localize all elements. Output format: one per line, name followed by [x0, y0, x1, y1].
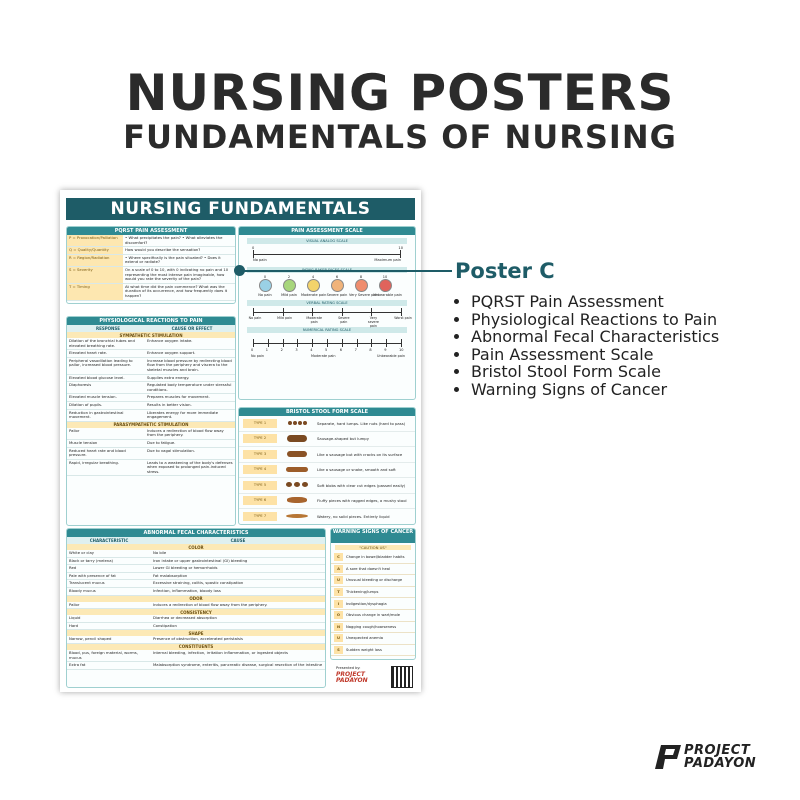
bristol-desc: Watery, no solid pieces. Entirely liquid — [317, 513, 390, 519]
fecal-cause: Internal bleeding, infection, irritation inflammation, or ingested objects — [153, 649, 289, 655]
pain-scale-title: PAIN ASSESSMENT SCALE — [239, 227, 415, 235]
physio-response: Elevated muscle tension. — [69, 394, 117, 400]
bristol-type: TYPE 2 — [243, 434, 277, 443]
topic-item: • Warning Signs of Cancer — [471, 381, 719, 399]
bristol-row — [239, 509, 415, 525]
page-title: NURSING POSTERS — [125, 64, 675, 122]
fecal-row — [67, 550, 325, 558]
face-label: No pain — [258, 293, 272, 297]
fecal-cause: Diarrhea or decreased absorption — [153, 615, 217, 621]
warning-letter: U — [334, 634, 343, 642]
face-number: 10 — [382, 275, 388, 279]
verbal-tick — [283, 308, 284, 316]
bristol-desc: Separate, hard lumps. Like nuts (hard to pass) — [317, 420, 406, 426]
fecal-col1: CHARACTERISTIC — [89, 538, 129, 543]
warning-text: Obvious change in wart/mole — [346, 613, 401, 618]
numeric-label: 4 — [310, 348, 313, 352]
nrs-mod: Moderate pain — [311, 354, 336, 358]
faces-scale — [239, 275, 415, 297]
fecal-characteristic: Pallor — [69, 601, 80, 607]
fecal-row — [67, 573, 325, 581]
fecal-row — [67, 588, 325, 596]
face-label: Mild pain — [281, 293, 297, 297]
verbal-label: Very severe pain — [367, 316, 379, 328]
numeric-label: 1 — [265, 348, 269, 352]
physio-response: Peripheral vasodilation leading to pallor, increased blood pressure. — [69, 357, 133, 368]
numeric-label: 9 — [384, 348, 387, 352]
physio-response: Reduction in gastrointestinal movement. — [69, 409, 124, 420]
physio-col-response: RESPONSE — [96, 326, 120, 331]
topic-item: • Physiological Reactions to Pain — [471, 311, 719, 329]
brand-line1: PROJECT — [684, 743, 751, 758]
physio-cause: Regulated body temperature under stressful conditions. — [147, 382, 232, 392]
fecal-cause: Infection, inflammation, bloody loss — [153, 587, 221, 593]
warning-letter: A — [334, 565, 343, 573]
warning-title: WARNING SIGNS OF CANCER — [331, 529, 415, 543]
physio-cause: Liberates energy for more immediate engagement. — [147, 409, 219, 420]
bristol-rows — [239, 416, 415, 525]
fecal-cause: Constipation — [153, 622, 177, 628]
physio-cause: Due to vagal stimulation. — [147, 447, 195, 453]
fecal-characteristic: White or clay — [69, 550, 95, 555]
brand-line2: PADAYON — [684, 756, 757, 771]
numeric-label: 7 — [354, 348, 357, 352]
vas-right: 10 — [398, 246, 403, 250]
topic-list — [451, 293, 719, 399]
warning-row — [331, 633, 415, 645]
visual-analog-line — [253, 246, 401, 264]
numeric-label: 10 — [399, 348, 404, 352]
fecal-row — [67, 636, 325, 644]
fecal-characteristic: Bloody mucus — [69, 587, 96, 593]
verbal-label: No pain — [248, 316, 262, 320]
numeric-tick — [268, 339, 269, 347]
fecal-cause: Fat malabsorption — [153, 572, 188, 578]
numeric-tick — [371, 339, 372, 347]
warning-row — [331, 598, 415, 610]
face-icon — [283, 279, 296, 292]
bristol-desc: Soft blobs with clear cut edges (passed easily) — [317, 482, 406, 488]
face-icon — [259, 279, 272, 292]
physio-response: Pallor — [69, 427, 80, 433]
bristol-type: TYPE 1 — [243, 419, 277, 428]
pqrst-value: On a scale of 0 to 10, with 0 indicating no pain and 10 representing the most intense pain imaginable, how would you rate the severity of the pain? — [125, 266, 229, 282]
stool-shape-icon — [277, 467, 317, 473]
numeric-tick — [283, 339, 284, 347]
warning-letter: N — [334, 623, 343, 631]
fecal-subhead: CONSTITUENTS — [67, 644, 325, 650]
verbal-tick — [312, 308, 313, 316]
fecal-cause: Iron intake or upper gastrointestinal (GI) bleeding — [153, 557, 248, 563]
numeric-tick — [386, 339, 387, 347]
stool-shape-icon — [277, 514, 317, 519]
bristol-row — [239, 447, 415, 463]
fecal-characteristic: Black or tarry (melena) — [69, 557, 114, 563]
warning-rows — [331, 552, 415, 656]
bristol-type: TYPE 5 — [243, 481, 277, 490]
warning-row — [331, 575, 415, 587]
physio-row — [67, 410, 235, 422]
stool-shape-icon — [277, 482, 317, 488]
fecal-characteristic: Liquid — [69, 615, 81, 621]
numeric-label: 8 — [369, 348, 372, 352]
bristol-desc: Fluffy pieces with ragged edges, a mushy stool — [317, 498, 407, 504]
physio-row — [67, 428, 235, 440]
face-number: 0 — [263, 275, 267, 279]
physio-row — [67, 402, 235, 410]
connector-line — [240, 270, 452, 272]
face-item — [373, 275, 402, 297]
physio-response: Elevated heart rate. — [69, 350, 108, 356]
physio-response: Diaphoresis — [69, 382, 92, 388]
pqrst-key: P = Provocation/Palliation — [67, 235, 123, 246]
physio-cause: Enhance oxygen support. — [147, 350, 196, 356]
nrs-no: No pain — [251, 354, 265, 358]
fecal-cause: Presence of obstruction, accelerated peristalsis — [153, 636, 243, 642]
fecal-subhead: SHAPE — [67, 630, 325, 636]
pqrst-key: S = Severity — [67, 267, 123, 283]
pqrst-value: How would you describe the sensation? — [125, 247, 201, 253]
physio-cause: Due to fatigue. — [147, 439, 176, 445]
pqrst-row — [67, 284, 235, 301]
physio-response: Muscle tension — [69, 439, 98, 445]
stool-shape-icon — [277, 451, 317, 458]
face-number: 6 — [335, 275, 339, 279]
numeric-label: 0 — [251, 348, 254, 352]
verbal-label: Worst pain — [394, 316, 412, 320]
warning-text: Thickening/lumps — [346, 590, 379, 595]
face-item — [301, 275, 325, 297]
physio-cause: Results in better vision. — [147, 401, 192, 407]
warning-text: Sudden weight loss — [346, 648, 382, 653]
numeric-tick — [312, 339, 313, 347]
face-item — [253, 275, 277, 297]
pqrst-row — [67, 267, 235, 284]
stool-shape-icon — [277, 497, 317, 504]
fecal-cause: Lower GI bleeding or hemorrhoids — [153, 565, 218, 571]
fecal-row — [67, 602, 325, 610]
numeric-tick — [401, 339, 402, 347]
face-icon — [379, 279, 392, 292]
physio-rows1 — [67, 338, 235, 422]
pqrst-value: • Where specifically is the pain situated? • Does it extend or radiate? — [125, 254, 221, 265]
pqrst-row — [67, 247, 235, 255]
pain-scale-panel — [238, 226, 416, 400]
warning-row — [331, 587, 415, 599]
physio-row — [67, 382, 235, 394]
fecal-row — [67, 565, 325, 573]
stool-shape-icon — [277, 421, 317, 426]
face-label: Moderate pain — [301, 293, 327, 297]
vas-max-pain: Maximum pain — [374, 258, 401, 262]
verbal-label: Severe pain — [338, 316, 350, 324]
bristol-type: TYPE 3 — [243, 450, 277, 459]
bristol-row — [239, 494, 415, 510]
physio-cause: Leads to a weakening of the body's defenses when exposed to prolonged pain-induced stress. — [147, 459, 233, 474]
warning-text: Nagging cough/hoarseness — [346, 624, 397, 629]
physio-sympathetic-head: SYMPATHETIC STIMULATION — [67, 332, 235, 338]
verbal-tick — [371, 308, 372, 316]
fecal-cause: Malabsorption syndrome, enteritis, pancreatic disease, surgical resection of the intestine — [153, 662, 323, 668]
bristol-row — [239, 416, 415, 432]
face-label: Severe pain — [326, 293, 348, 297]
numeric-label: 2 — [280, 348, 283, 352]
fecal-characteristic: Red — [69, 565, 77, 571]
physio-response: Reduced heart rate and blood pressure. — [69, 447, 126, 458]
warning-mnemonic: "CAUTION US" — [335, 545, 411, 550]
physio-response: Dilation of the bronchial tubes and elevated breathing rate. — [69, 338, 135, 348]
nrs-unb: Unbearable pain — [377, 354, 405, 358]
verbal-scale — [248, 308, 412, 328]
numeric-scale — [251, 335, 405, 361]
pqrst-key: T = Timing — [67, 284, 123, 300]
face-label: Very Severe pain — [349, 293, 379, 297]
fecal-characteristic: Blood, pus, foreign material, worms, mucus — [69, 649, 138, 660]
physio-row — [67, 338, 235, 350]
warning-text: Unexpected anemia — [346, 636, 384, 641]
warning-row — [331, 622, 415, 634]
bristol-type: TYPE 4 — [243, 465, 277, 474]
fecal-characteristic: Hard — [69, 622, 79, 628]
fecal-subhead: ODOR — [67, 596, 325, 602]
physio-colhead — [67, 325, 235, 332]
bristol-desc: Sausage-shaped but lumpy — [317, 436, 369, 442]
numeric-tick — [327, 339, 328, 347]
fecal-subhead: CONSISTENCY — [67, 609, 325, 615]
physio-row — [67, 350, 235, 358]
physio-col-cause: CAUSE OR EFFECT — [171, 326, 213, 331]
verbal-tick — [342, 308, 343, 316]
face-number: 8 — [359, 275, 363, 279]
warning-letter: U — [334, 576, 343, 584]
topic-item: • Bristol Stool Form Scale — [471, 363, 719, 381]
verbal-label: Moderate pain — [306, 316, 323, 324]
bristol-type: TYPE 6 — [243, 496, 277, 505]
warning-row — [331, 564, 415, 576]
fecal-row — [67, 615, 325, 623]
physio-panel — [66, 316, 236, 526]
warning-row — [331, 610, 415, 622]
poster-brand: PROJECT PADAYON — [336, 671, 368, 684]
warning-panel — [330, 528, 416, 660]
bristol-desc: Like a sausage or snake, smooth and soft — [317, 467, 396, 473]
bristol-row — [239, 478, 415, 494]
face-number: 4 — [311, 275, 315, 279]
numeric-tick — [253, 339, 254, 347]
fecal-col2: CAUSE — [230, 538, 246, 543]
bristol-type: TYPE 7 — [243, 512, 277, 521]
warning-text: Change in bowel/bladder habits — [346, 555, 405, 560]
physio-cause: Prepares muscles for movement. — [147, 394, 210, 400]
pqrst-key: Q = Quality/Quantity — [67, 247, 123, 254]
verbal-label: Mild pain — [277, 316, 293, 320]
presented-by: Presented by: — [336, 666, 361, 670]
numeric-tick — [297, 339, 298, 347]
pqrst-panel — [66, 226, 236, 304]
bristol-title: BRISTOL STOOL FORM SCALE — [239, 408, 415, 416]
fecal-characteristic: Pale with presence of fat — [69, 572, 116, 578]
pqrst-row — [67, 235, 235, 247]
physio-row — [67, 460, 235, 477]
verbal-title: VERBAL RATING SCALE — [247, 300, 407, 306]
physio-response: Rapid, irregular breathing. — [69, 459, 120, 465]
physio-parasympathetic-head: PARASYMPATHETIC STIMULATION — [67, 422, 235, 428]
visual-analog-title: VISUAL ANALOG SCALE — [247, 238, 407, 244]
physio-row — [67, 358, 235, 375]
physio-cause: Supplies extra energy. — [147, 374, 190, 380]
warning-letter: S — [334, 646, 343, 654]
warning-row — [331, 552, 415, 564]
stool-shape-icon — [277, 435, 317, 443]
physio-rows2 — [67, 428, 235, 477]
warning-letter: C — [334, 553, 343, 561]
pqrst-row — [67, 255, 235, 267]
numeric-label: 3 — [295, 348, 298, 352]
poster-title: NURSING FUNDAMENTALS — [66, 198, 415, 220]
pqrst-rows — [67, 235, 235, 301]
warning-letter: O — [334, 611, 343, 619]
warning-letter: T — [334, 588, 343, 596]
face-icon — [331, 279, 344, 292]
numeric-tick — [342, 339, 343, 347]
fecal-body — [67, 537, 325, 670]
fecal-characteristic: Extra fat — [69, 662, 86, 668]
poster-label: Poster C — [455, 259, 555, 283]
physio-row — [67, 394, 235, 402]
page-subtitle: FUNDAMENTALS OF NURSING — [123, 118, 677, 156]
face-icon — [355, 279, 368, 292]
brand-logo-icon — [655, 745, 681, 769]
verbal-tick — [253, 308, 254, 316]
face-item — [277, 275, 301, 297]
bristol-row — [239, 432, 415, 448]
vas-no-pain: No pain — [253, 258, 267, 262]
topic-item: • Abnormal Fecal Characteristics — [471, 328, 719, 346]
numeric-label: 5 — [325, 348, 328, 352]
fecal-subhead: COLOR — [67, 544, 325, 550]
fecal-panel — [66, 528, 326, 688]
warning-row — [331, 645, 415, 657]
physio-row — [67, 448, 235, 460]
fecal-title: ABNORMAL FECAL CHARACTERISTICS — [67, 529, 325, 537]
warning-letter: I — [334, 600, 343, 608]
physio-row — [67, 440, 235, 448]
numeric-title: NUMERICAL RATING SCALE — [247, 327, 407, 333]
physio-cause: Enhance oxygen intake. — [147, 338, 193, 343]
bristol-panel — [238, 407, 416, 525]
fecal-row — [67, 650, 325, 662]
fecal-row — [67, 558, 325, 566]
physio-cause: Increase blood pressure by redirecting blood flow from the periphery and viscera to the skeletal muscles and brain. — [147, 357, 232, 372]
face-number: 2 — [287, 275, 291, 279]
fecal-cause: No bile — [153, 550, 167, 555]
physio-cause: Induces a redirection of blood flow away from the periphery. — [147, 427, 224, 438]
topic-item: • PQRST Pain Assessment — [471, 293, 719, 311]
fecal-row — [67, 623, 325, 631]
face-icon — [307, 279, 320, 292]
fecal-cause: Excessive straining, colitis, spastic constipation — [153, 580, 244, 586]
fecal-characteristic: Narrow, pencil shaped — [69, 636, 112, 642]
pqrst-title: PQRST PAIN ASSESSMENT — [67, 227, 235, 235]
physio-response: Dilation of pupils. — [69, 401, 103, 407]
pqrst-value: At what time did the pain commence? What was the duration of its occurrence, and how frequently does it happen? — [125, 283, 228, 298]
topic-item: • Pain Assessment Scale — [471, 346, 719, 364]
bristol-row — [239, 463, 415, 479]
warning-text: Indigestion/dysphagia — [346, 601, 387, 606]
warning-text: Unusual bleeding or discharge — [346, 578, 403, 583]
face-item — [349, 275, 379, 297]
pqrst-value: • What precipitates the pain? • What alleviates the discomfort? — [125, 235, 223, 245]
fecal-cause: Induces a redirection of blood flow away from the periphery. — [153, 601, 268, 607]
verbal-tick — [401, 308, 402, 316]
qr-code — [391, 666, 413, 688]
fecal-characteristic: Translucent mucus — [69, 580, 105, 586]
face-item — [325, 275, 349, 297]
numeric-tick — [357, 339, 358, 347]
warning-text: A sore that doesn't heal — [346, 566, 391, 571]
numeric-label: 6 — [339, 348, 343, 352]
fecal-row — [67, 662, 325, 670]
fecal-row — [67, 580, 325, 588]
physio-row — [67, 375, 235, 383]
physio-title: PHYSIOLOGICAL REACTIONS TO PAIN — [67, 317, 235, 325]
fecal-colhead — [67, 537, 325, 544]
physio-response: Elevated blood glucose level. — [69, 374, 125, 380]
face-label: Unbearable pain — [373, 293, 402, 297]
pqrst-key: R = Region/Radiation — [67, 255, 123, 266]
vas-left: 0 — [252, 246, 255, 250]
bristol-desc: Like a sausage but with cracks on its surface — [317, 451, 403, 457]
